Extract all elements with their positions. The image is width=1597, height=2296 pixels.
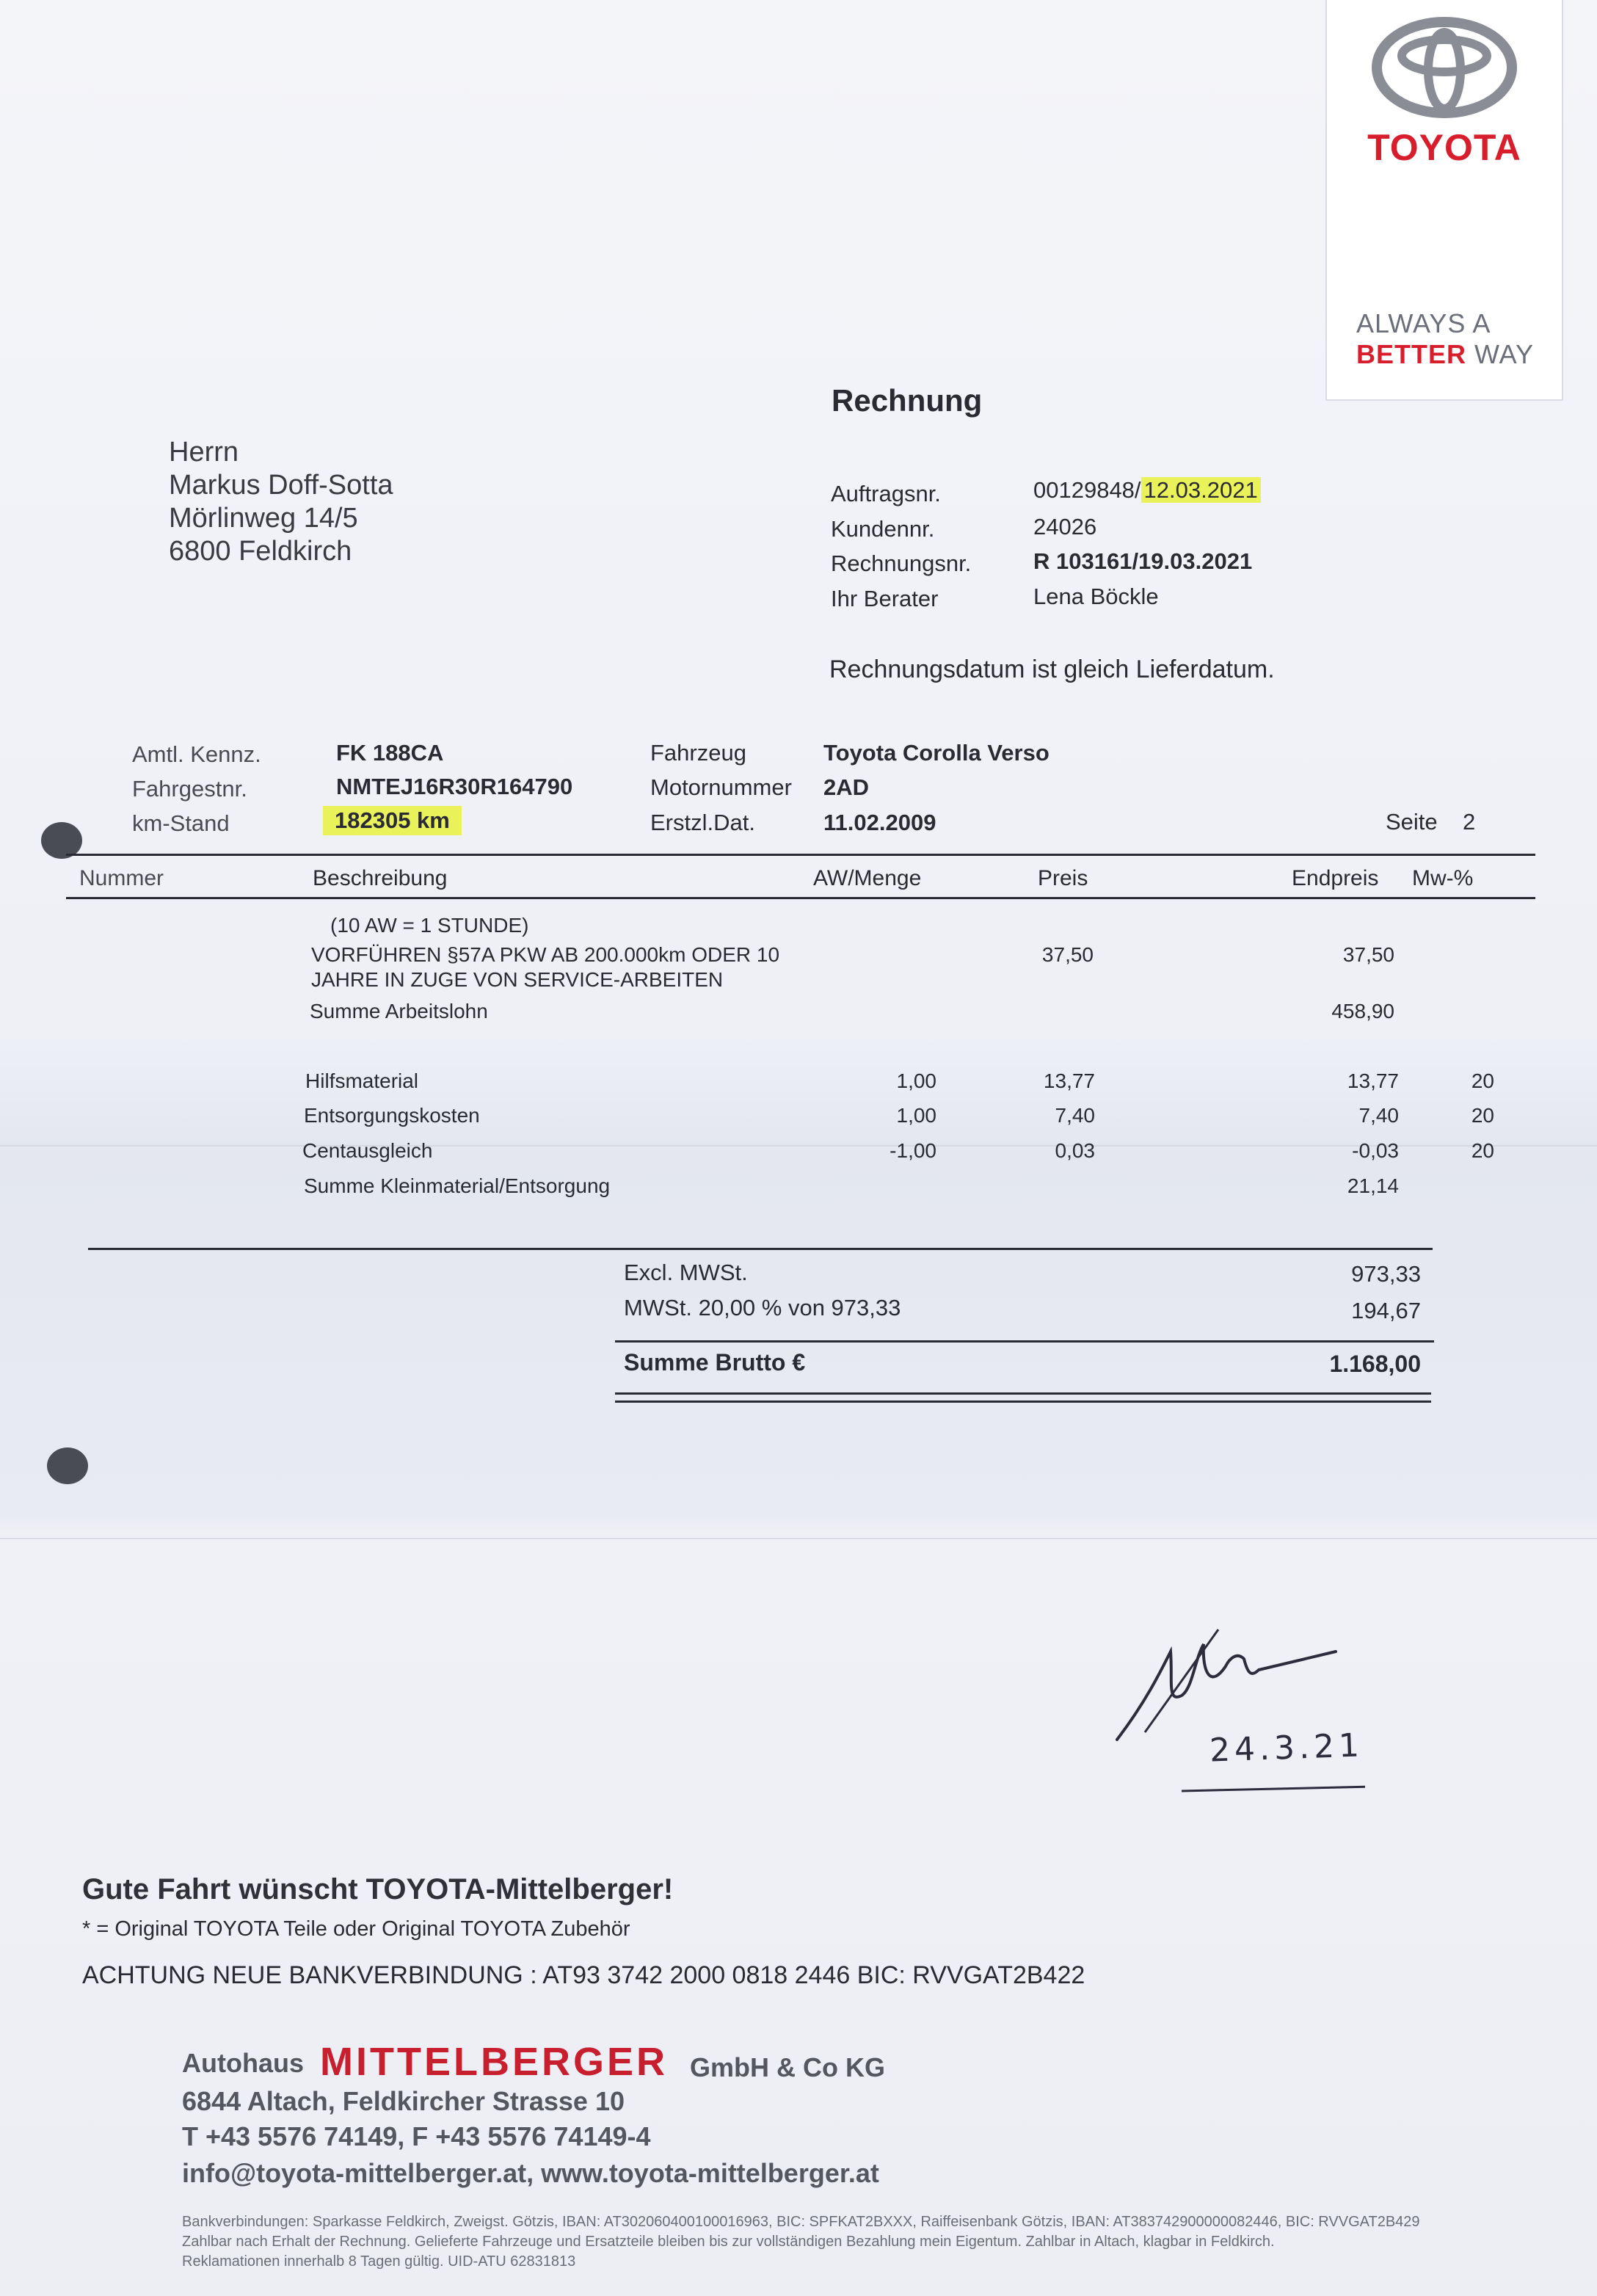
dealer-prefix: Autohaus [182,2048,304,2078]
delivery-note: Rechnungsdatum ist gleich Lieferdatum. [829,655,1275,683]
item-preis: 13,77 [1043,1069,1095,1092]
header-mwst: Mw-% [1412,866,1474,890]
toyota-badge [1327,0,1562,399]
klein-sum-value: 21,14 [1347,1174,1399,1197]
item-preis: 0,03 [1055,1139,1095,1162]
punch-hole [47,1447,88,1484]
km-label: km-Stand [132,810,230,836]
header-preis: Preis [1038,866,1088,890]
rechnung-value: R 103161/19.03.2021 [1033,548,1253,574]
table-header-rule [66,897,1535,899]
signature-date: 24.3.21 [1209,1726,1364,1770]
item-endpreis: 13,77 [1347,1069,1399,1092]
labor-sum-label: Summe Arbeitslohn [310,1000,488,1022]
toyota-wordmark: TOYOTA [1367,127,1521,168]
kennz-label: Amtl. Kennz. [132,741,261,767]
item-endpreis: -0,03 [1352,1139,1399,1162]
dealer-suffix: GmbH & Co KG [690,2052,885,2082]
recipient-name: Markus Doff-Sotta [169,470,393,501]
toyota-logo-icon [1371,16,1518,119]
header-beschreibung: Beschreibung [313,866,448,890]
motor-value: 2AD [823,774,870,800]
labor-preis: 37,50 [1041,943,1094,966]
labor-line2: JAHRE IN ZUGE VON SERVICE-ARBEITEN [311,968,724,991]
brutto-value: 1.168,00 [1329,1351,1421,1377]
item-desc: Centausgleich [302,1139,433,1162]
brutto-label: Summe Brutto € [624,1349,806,1376]
kennz-value: FK 188CA [336,740,444,766]
auftrag-value [1033,477,1261,504]
kunde-label: Kundennr. [831,516,935,542]
auftrag-number: 00129848/ [1033,477,1141,503]
item-mwst: 20 [1471,1069,1494,1092]
auftrag-date: 12.03.2021 [1141,477,1261,503]
paper-fold [0,1538,1597,1539]
bank-notice: ACHTUNG NEUE BANKVERBINDUNG : AT93 3742 2000 0818 2446 BIC: RVVGAT2B422 [82,1961,1085,1989]
seite-label: Seite [1386,809,1438,835]
fgst-value: NMTEJ16R30R164790 [336,774,573,799]
labor-sum-value: 458,90 [1331,1000,1394,1022]
header-endpreis: Endpreis [1292,866,1379,890]
item-menge: -1,00 [890,1139,936,1162]
recipient-city: 6800 Feldkirch [169,536,352,567]
tagline-line1: ALWAYS A [1356,308,1491,338]
signature [1101,1607,1365,1798]
seite-value: 2 [1463,809,1476,835]
item-desc: Hilfsmaterial [305,1069,419,1092]
item-mwst: 20 [1471,1104,1494,1127]
totals-mid-rule [615,1340,1434,1343]
recipient-salutation: Herrn [169,437,239,468]
footer-note: * = Original TOYOTA Teile oder Original TOYOTA Zubehör [82,1917,630,1941]
klein-sum-label: Summe Kleinmaterial/Entsorgung [304,1174,611,1197]
totals-double-rule-1 [615,1392,1431,1395]
auftrag-label: Auftragsnr. [831,481,941,506]
fine-print-1: Bankverbindungen: Sparkasse Feldkirch, Zweigst. Götzis, IBAN: AT302060400100016963, BIC: SPFKAT2BXXX, Raiffeisenbank Götzis, IBAN: AT383742900000082446, BIC: RVVGAT2B429 [182,2214,1420,2230]
erstzl-label: Erstzl.Dat. [650,810,755,835]
berater-value: Lena Böckle [1033,584,1159,609]
mwst-value: 194,67 [1351,1298,1421,1323]
totals-top-rule [88,1248,1433,1250]
item-mwst: 20 [1471,1139,1494,1162]
document-title: Rechnung [832,383,983,418]
labor-endpreis: 37,50 [1342,943,1394,966]
tagline-better: BETTER [1356,339,1466,369]
recipient-street: Mörlinweg 14/5 [169,503,358,534]
excl-value: 973,33 [1351,1261,1421,1287]
berater-label: Ihr Berater [831,586,939,611]
header-menge: AW/Menge [813,866,922,890]
item-preis: 7,40 [1055,1104,1095,1127]
fgst-label: Fahrgestnr. [132,776,247,802]
mittelberger-logo: MITTELBERGER [320,2040,668,2084]
dealer-phone: T +43 5576 74149, F +43 5576 74149-4 [182,2121,651,2151]
fine-print-2: Zahlbar nach Erhalt der Rechnung. Gelieferte Fahrzeuge und Ersatzteile bleiben bis zur vollständigen Bezahlung mein Eigentum. Zahlbar in Altach, klagbar in Feldkirch. [182,2234,1275,2250]
fine-print-3: Reklamationen innerhalb 8 Tagen gültig. UID-ATU 62831813 [182,2253,576,2270]
mwst-label: MWSt. 20,00 % von 973,33 [624,1295,901,1320]
motor-label: Motornummer [650,774,792,800]
km-value: 182305 km [323,806,462,835]
item-menge: 1,00 [896,1104,936,1127]
dealer-address: 6844 Altach, Feldkircher Strasse 10 [182,2086,625,2116]
header-nummer: Nummer [79,866,164,890]
fahrzeug-label: Fahrzeug [650,740,746,766]
fahrzeug-value: Toyota Corolla Verso [823,740,1049,766]
footer-greeting: Gute Fahrt wünscht TOYOTA-Mittelberger! [82,1873,674,1906]
item-endpreis: 7,40 [1358,1104,1399,1127]
kunde-value: 24026 [1033,514,1097,540]
table-top-rule [66,854,1535,856]
item-menge: 1,00 [896,1069,936,1092]
labor-line1: VORFÜHREN §57A PKW AB 200.000km ODER 10 [311,943,780,966]
tagline-line2 [1356,339,1534,370]
tagline-way: WAY [1466,339,1534,369]
aw-note: (10 AW = 1 STUNDE) [330,914,529,937]
excl-label: Excl. MWSt. [624,1260,748,1285]
totals-double-rule-2 [615,1401,1431,1403]
rechnung-label: Rechnungsnr. [831,551,972,576]
erstzl-value: 11.02.2009 [823,810,936,835]
item-desc: Entsorgungskosten [304,1104,480,1127]
dealer-web: info@toyota-mittelberger.at, www.toyota-mittelberger.at [182,2158,879,2188]
